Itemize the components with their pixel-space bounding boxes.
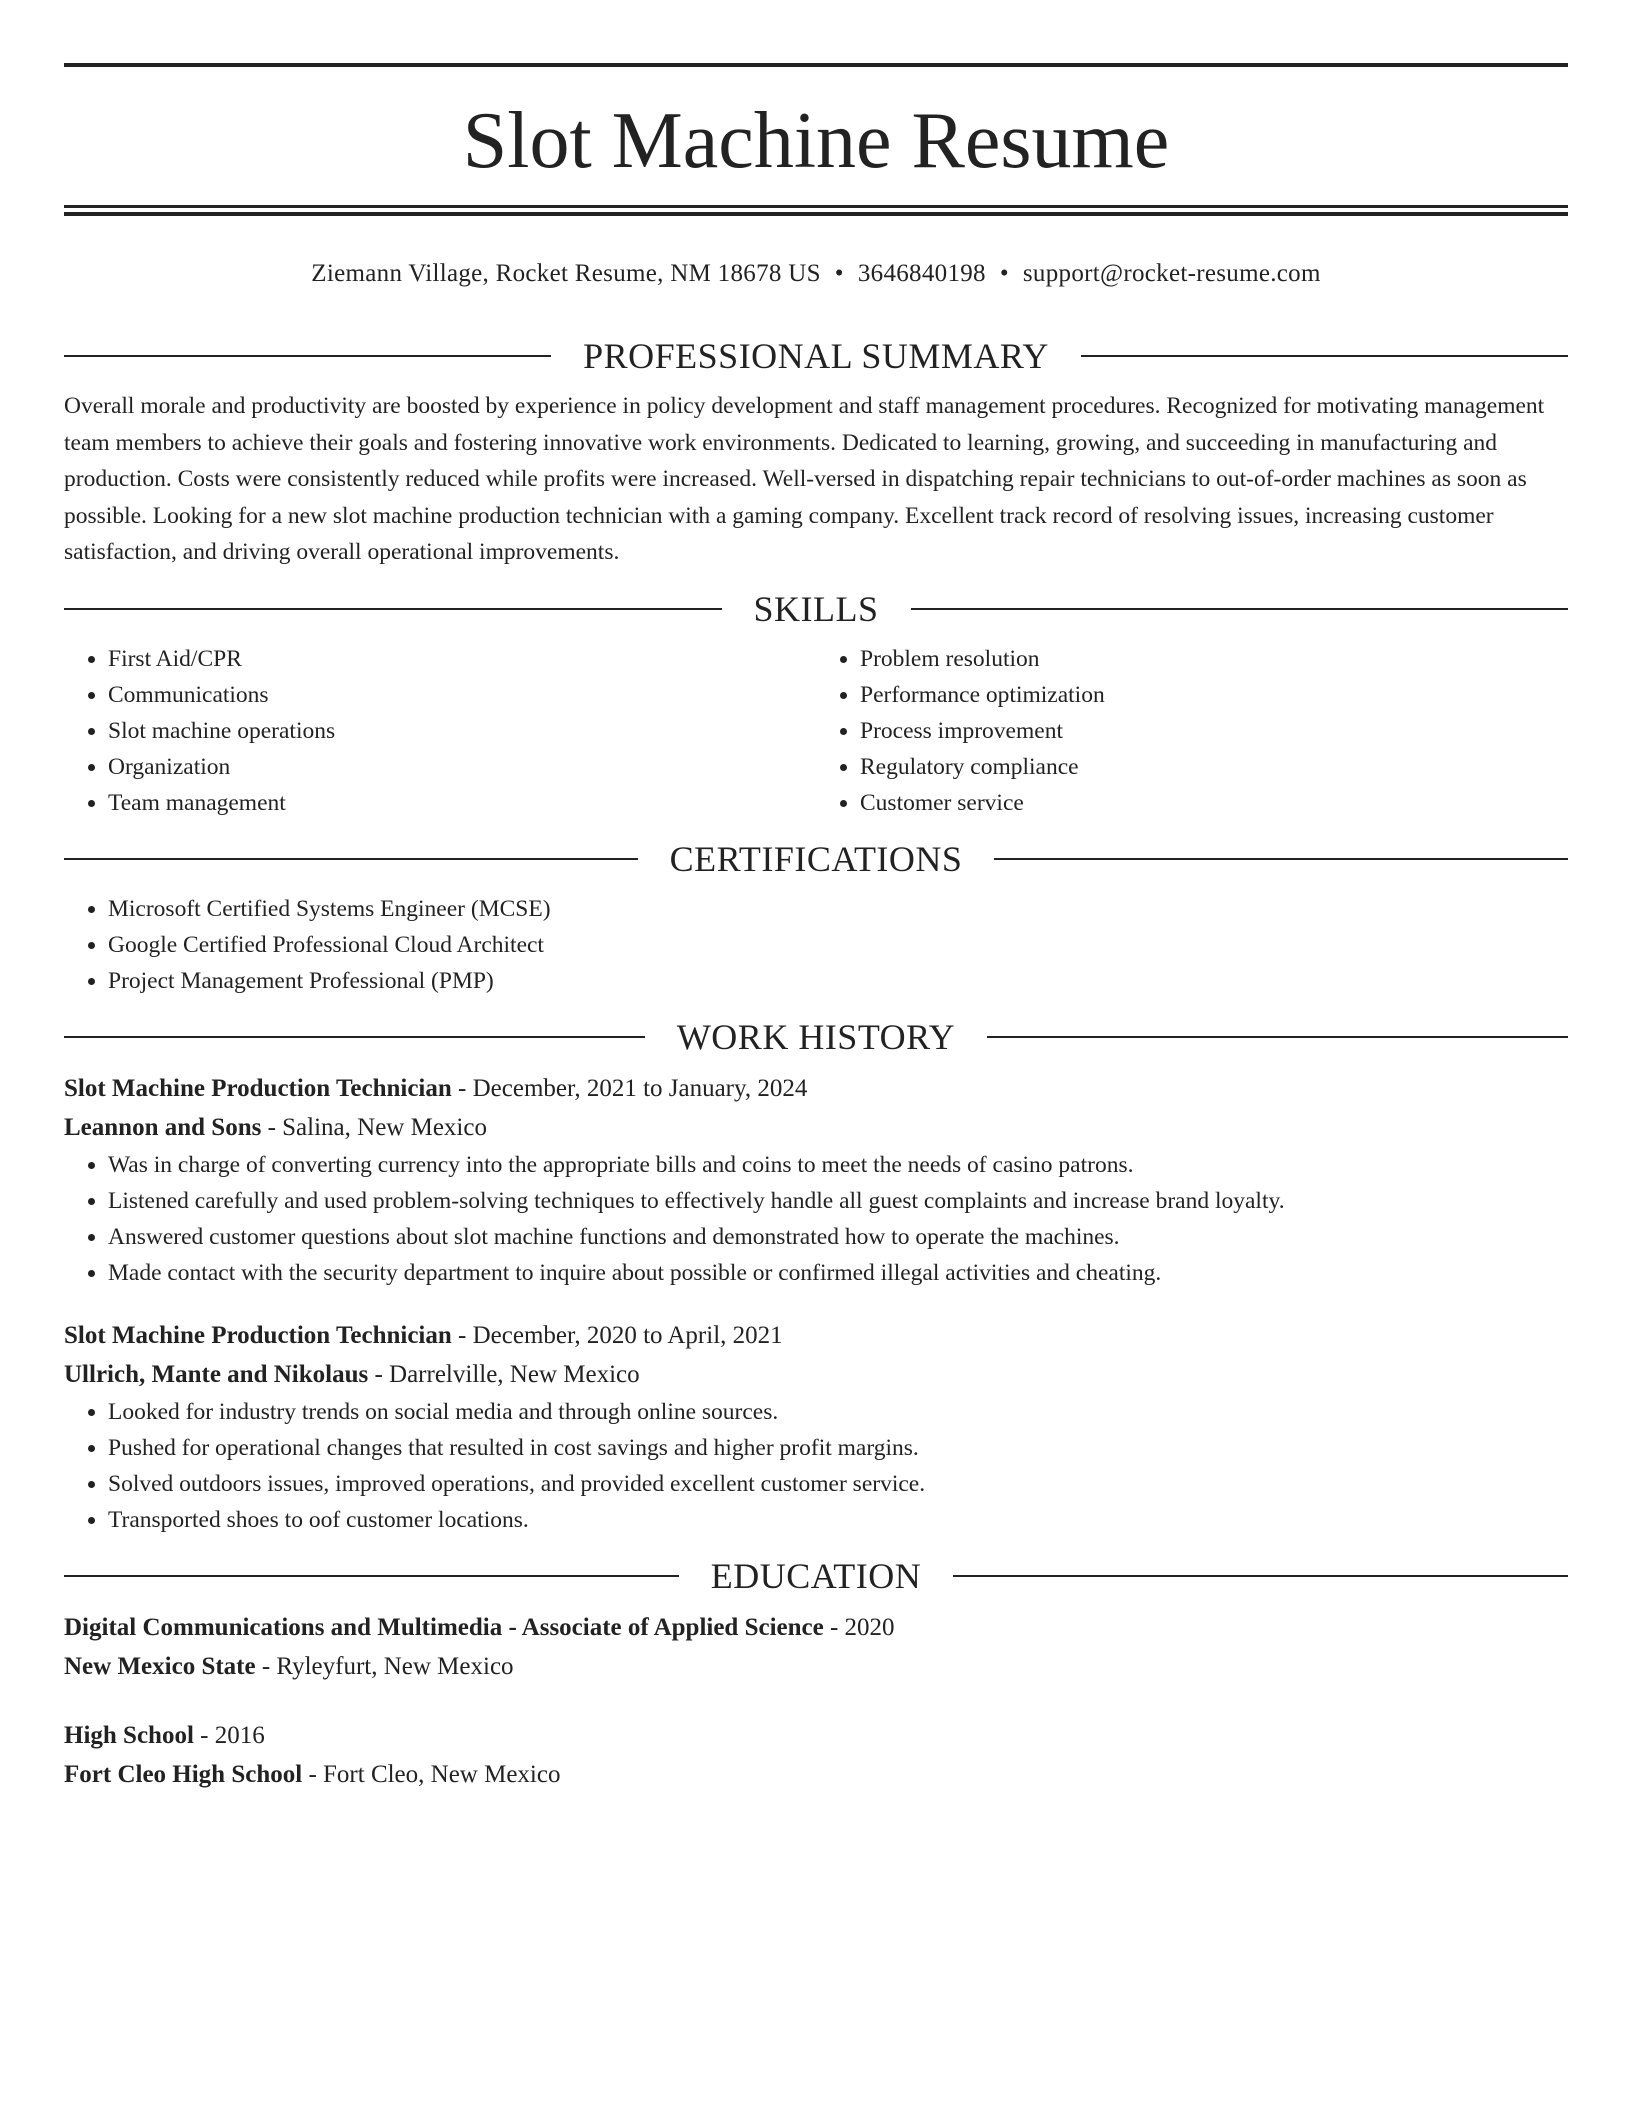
- skill-item: • Regulatory compliance: [860, 749, 1568, 785]
- section-heading-certifications: [64, 839, 1568, 879]
- section-heading-education: [64, 1556, 1568, 1596]
- heading-rule: [64, 858, 638, 860]
- degree: Digital Communications and Multimedia - Associate of Applied Science: [64, 1613, 824, 1641]
- job-bullet: • Looked for industry trends on social media and through online sources.: [108, 1394, 1568, 1430]
- education-entry: [64, 1716, 1568, 1794]
- certifications-list: [64, 891, 1568, 999]
- section-title: EDUCATION: [710, 1555, 922, 1596]
- heading-rule: [994, 858, 1568, 860]
- skill-item: • Problem resolution: [860, 641, 1568, 677]
- skill-item: • Customer service: [860, 785, 1568, 821]
- job-entry: [64, 1316, 1568, 1538]
- graduation-year: - 2020: [823, 1613, 895, 1641]
- skill-item: • Process improvement: [860, 713, 1568, 749]
- job-company: Ullrich, Mante and Nikolaus: [64, 1360, 369, 1388]
- job-title: Slot Machine Production Technician: [64, 1074, 452, 1102]
- job-company: Leannon and Sons: [64, 1113, 262, 1141]
- section-heading-skills: [64, 589, 1568, 629]
- job-location: - Salina, New Mexico: [261, 1113, 487, 1141]
- job-bullet: • Answered customer questions about slot machine functions and demonstrated how to operate the machines.: [108, 1219, 1568, 1255]
- skills-column-right: [816, 641, 1568, 821]
- skill-item: • Communications: [108, 677, 816, 713]
- job-location: - Darrelville, New Mexico: [368, 1360, 640, 1388]
- header: [64, 0, 1568, 216]
- section-title: WORK HISTORY: [676, 1016, 956, 1057]
- certification-item: • Microsoft Certified Systems Engineer (MCSE): [108, 891, 1568, 927]
- section-heading-work: [64, 1017, 1568, 1057]
- heading-rule: [64, 355, 551, 357]
- job-bullet: • Made contact with the security department to inquire about possible or confirmed illegal activities and cheating.: [108, 1255, 1568, 1291]
- job-entry: [64, 1069, 1568, 1291]
- skills-list: [64, 641, 1568, 821]
- contact-phone: 3646840198: [857, 260, 986, 287]
- skill-item: • First Aid/CPR: [108, 641, 816, 677]
- job-title: Slot Machine Production Technician: [64, 1321, 452, 1349]
- school-location: - Fort Cleo, New Mexico: [302, 1760, 561, 1788]
- job-bullet: • Pushed for operational changes that resulted in cost savings and higher profit margins.: [108, 1430, 1568, 1466]
- heading-rule: [64, 1036, 645, 1038]
- job-company-line: [64, 1108, 1568, 1147]
- contact-email: support@rocket-resume.com: [1022, 260, 1321, 287]
- job-dates: - December, 2020 to April, 2021: [451, 1321, 783, 1349]
- double-rule: [64, 205, 1568, 216]
- degree: High School: [64, 1721, 194, 1749]
- graduation-year: - 2016: [193, 1721, 265, 1749]
- education-entry: [64, 1608, 1568, 1686]
- heading-rule: [64, 608, 722, 610]
- heading-rule: [987, 1036, 1568, 1038]
- heading-rule: [1081, 355, 1568, 357]
- contact-separator: •: [999, 260, 1009, 287]
- job-bullets: [64, 1394, 1568, 1538]
- school: Fort Cleo High School: [64, 1760, 303, 1788]
- job-title-line: [64, 1069, 1568, 1108]
- job-bullets: [64, 1147, 1568, 1291]
- job-company-line: [64, 1355, 1568, 1394]
- job-dates: - December, 2021 to January, 2024: [451, 1074, 808, 1102]
- degree-line: [64, 1716, 1568, 1755]
- contact-line: [64, 254, 1568, 294]
- school-line: [64, 1647, 1568, 1686]
- skill-item: • Slot machine operations: [108, 713, 816, 749]
- contact-separator: •: [834, 260, 844, 287]
- skill-item: • Performance optimization: [860, 677, 1568, 713]
- heading-rule: [911, 608, 1569, 610]
- resume-title: Slot Machine Resume: [462, 97, 1170, 185]
- top-rule: [64, 63, 1568, 67]
- section-title: SKILLS: [753, 588, 879, 629]
- summary-text: Overall morale and productivity are boosted by experience in policy development and staff management procedures. Recognized for motivating management team members to achieve their goals and fostering innovative work environments. Dedicated to learning, growing, and succeeding in manufacturing and production. Costs were consistently reduced while profits were increased. Well-versed in dispatching repair technicians to out-of-order machines as soon as possible. Looking for a new slot machine production technician with a gaming company. Excellent track record of resolving issues, increasing customer satisfaction, and driving overall operational improvements.: [64, 393, 1545, 565]
- school: New Mexico State: [64, 1652, 256, 1680]
- skill-item: • Organization: [108, 749, 816, 785]
- job-bullet: • Solved outdoors issues, improved operations, and provided excellent customer service.: [108, 1466, 1568, 1502]
- section-title: PROFESSIONAL SUMMARY: [583, 336, 1049, 376]
- school-line: [64, 1755, 1568, 1794]
- certification-item: • Project Management Professional (PMP): [108, 963, 1568, 999]
- skills-column-left: [64, 641, 816, 821]
- degree-line: [64, 1608, 1568, 1647]
- job-bullet: • Transported shoes to oof customer locations.: [108, 1502, 1568, 1538]
- certification-item: • Google Certified Professional Cloud Architect: [108, 927, 1568, 963]
- school-location: - Ryleyfurt, New Mexico: [255, 1652, 514, 1680]
- skill-item: • Team management: [108, 785, 816, 821]
- job-title-line: [64, 1316, 1568, 1355]
- heading-rule: [64, 1575, 679, 1577]
- section-heading-summary: [64, 336, 1568, 376]
- heading-rule: [953, 1575, 1568, 1577]
- section-title: CERTIFICATIONS: [669, 838, 963, 879]
- job-bullet: • Was in charge of converting currency into the appropriate bills and coins to meet the needs of casino patrons.: [108, 1147, 1568, 1183]
- contact-address: Ziemann Village, Rocket Resume, NM 18678 US: [311, 260, 821, 287]
- job-bullet: • Listened carefully and used problem-solving techniques to effectively handle all guest complaints and increase brand loyalty.: [108, 1183, 1568, 1219]
